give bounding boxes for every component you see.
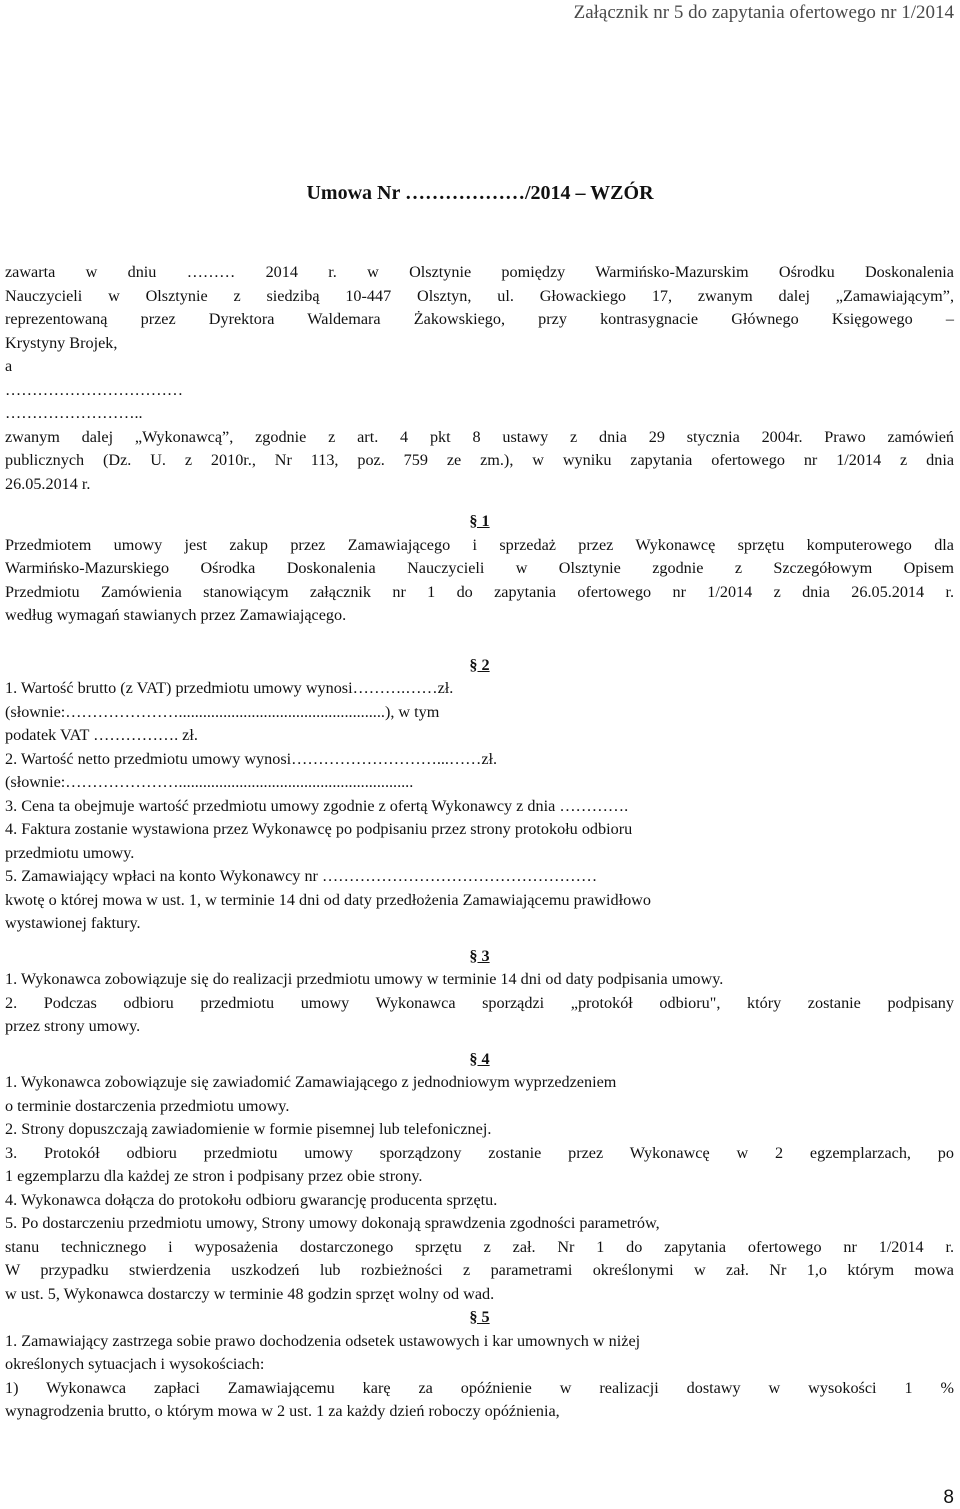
section-2-line: (słownie:………………….......................................................... (5, 773, 414, 791)
intro-line: Nauczycieli w Olsztynie z siedzibą 10-447 Olsztyn, ul. Głowackiego 17, zwanym dalej „Zamawiającym”, (5, 286, 954, 305)
section-3-paragraph (5, 968, 954, 1039)
section-1-heading: § 1 (469, 512, 490, 530)
section-4-line: 2. Strony dopuszczają zawiadomienie w formie pisemnej lub telefonicznej. (5, 1120, 492, 1138)
section-5-line: 1) Wykonawca zapłaci Zamawiającemu karę za opóźnienie w realizacji dostawy w wysokości 1 % (5, 1378, 954, 1397)
section-4-line: 3. Protokół odbioru przedmiotu umowy sporządzony zostanie przez Wykonawcę w 2 egzemplarzach, po (5, 1143, 954, 1162)
section-2-line: (słownie:…………………...................................................), w tym (5, 702, 440, 721)
section-2-line: przedmiotu umowy. (5, 843, 135, 862)
section-1-line: Przedmiotu Zamówienia stanowiącym załącznik nr 1 do zapytania ofertowego nr 1/2014 z dnia 26.05.2014 r. (5, 582, 954, 601)
section-3-heading: § 3 (469, 946, 490, 965)
intro-paragraph (5, 261, 954, 496)
contract-title: Umowa Nr ………………/2014 – WZÓR (306, 182, 654, 204)
intro-line: a (5, 357, 13, 375)
intro-line: zwanym dalej „Wykonawcą”, zgodnie z art. 4 pkt 8 ustawy z dnia 29 stycznia 2004r. Prawo zamówień (5, 427, 954, 446)
intro-line: reprezentowaną przez Dyrektora Waldemara Żakowskiego, przy kontrasygnacie Głównego Księgowego – (5, 310, 954, 328)
section-3-line: przez strony umowy. (5, 1017, 141, 1035)
section-1-line: Warmińsko-Mazurskiego Ośrodka Doskonalenia Nauczycieli w Olsztynie zgodnie z Szczegółowym Opisem (5, 559, 954, 577)
intro-line: 26.05.2014 r. (5, 474, 91, 493)
page-number: 8 (943, 1487, 954, 1508)
section-2-line: podatek VAT ……………. zł. (5, 726, 198, 744)
section-3-line: 2. Podczas odbioru przedmiotu umowy Wykonawca sporządzi „protokół odbioru", który zostanie podpisany (5, 993, 954, 1012)
section-5-heading: § 5 (469, 1308, 490, 1326)
contractor-address-blank: …………………….. (5, 404, 143, 422)
section-4-line: 4. Wykonawca dołącza do protokołu odbioru gwarancję producenta sprzętu. (5, 1190, 498, 1209)
attachment-header: Załącznik nr 5 do zapytania ofertowego nr 1/2014 (573, 2, 954, 23)
section-5-line: wynagrodzenia brutto, o którym mowa w 2 ust. 1 za każdy dzień roboczy opóźnienia, (5, 1402, 560, 1420)
section-2-line: 5. Zamawiający wpłaci na konto Wykonawcy nr …………………………………………… (5, 867, 598, 885)
intro-line: zawarta w dniu ……… 2014 r. w Olsztynie pomiędzy Warmińsko-Mazurskim Ośrodku Doskonalenia (5, 263, 954, 281)
section-1-line: według wymagań stawianych przez Zamawiającego. (5, 606, 347, 624)
section-4-line: 1. Wykonawca zobowiązuje się zawiadomić Zamawiającego z jednodniowym wyprzedzeniem (5, 1073, 617, 1091)
section-4-line: 5. Po dostarczeniu przedmiotu umowy, Strony umowy dokonają sprawdzenia zgodności parametrów, (5, 1214, 660, 1232)
section-2-line: 3. Cena ta obejmuje wartość przedmiotu umowy zgodnie z ofertą Wykonawcy z dnia …………. (5, 796, 629, 815)
section-4-heading: § 4 (469, 1049, 490, 1068)
section-2-paragraph (5, 677, 954, 936)
section-2-line: wystawionej faktury. (5, 914, 141, 932)
section-2-line: 1. Wartość brutto (z VAT) przedmiotu umowy wynosi……….……zł. (5, 679, 454, 697)
contract-body (5, 261, 954, 1424)
intro-line: Krystyny Brojek, (5, 333, 118, 352)
section-4-line: o terminie dostarczenia przedmiotu umowy. (5, 1096, 290, 1115)
section-5-paragraph (5, 1330, 954, 1424)
section-4-line: W przypadku stwierdzenia uszkodzeń lub rozbieżności z parametrami określonymi w zał. Nr 1,o którym mowa (5, 1261, 954, 1279)
section-4-line: w ust. 5, Wykonawca dostarczy w terminie 48 godzin sprzęt wolny od wad. (5, 1284, 495, 1303)
section-3-line: 1. Wykonawca zobowiązuje się do realizacji przedmiotu umowy w terminie 14 dni od daty podpisania umowy. (5, 970, 724, 988)
section-4-paragraph (5, 1071, 954, 1306)
section-1-line: Przedmiotem umowy jest zakup przez Zamawiającego i sprzedaż przez Wykonawcę sprzętu komputerowego dla (5, 535, 954, 554)
section-5-line: 1. Zamawiający zastrzega sobie prawo dochodzenia odsetek ustawowych i kar umownych w niżej (5, 1331, 641, 1350)
contractor-name-blank: …………………………… (5, 380, 184, 399)
section-2-line: 4. Faktura zostanie wystawiona przez Wykonawcę po podpisaniu przez strony protokołu odbioru (5, 820, 633, 838)
section-1-paragraph (5, 534, 954, 628)
section-2-line: 2. Wartość netto przedmiotu umowy wynosi………………………...……zł. (5, 749, 498, 768)
section-5-line: określonych sytuacjach i wysokościach: (5, 1355, 265, 1373)
section-4-line: 1 egzemplarzu dla każdej ze stron i podpisany przez obie strony. (5, 1167, 423, 1185)
section-4-line: stanu technicznego i wyposażenia dostarczonego sprzętu z zał. Nr 1 do zapytania ofertowego nr 1/2014 r. (5, 1237, 954, 1256)
intro-line: publicznych (Dz. U. z 2010r., Nr 113, poz. 759 ze zm.), w wyniku zapytania ofertowego nr 1/2014 z dnia (5, 451, 954, 469)
section-2-line: kwotę o której mowa w ust. 1, w terminie 14 dni od daty przedłożenia Zamawiającemu prawidłowo (5, 890, 651, 909)
section-2-heading: § 2 (469, 655, 490, 674)
